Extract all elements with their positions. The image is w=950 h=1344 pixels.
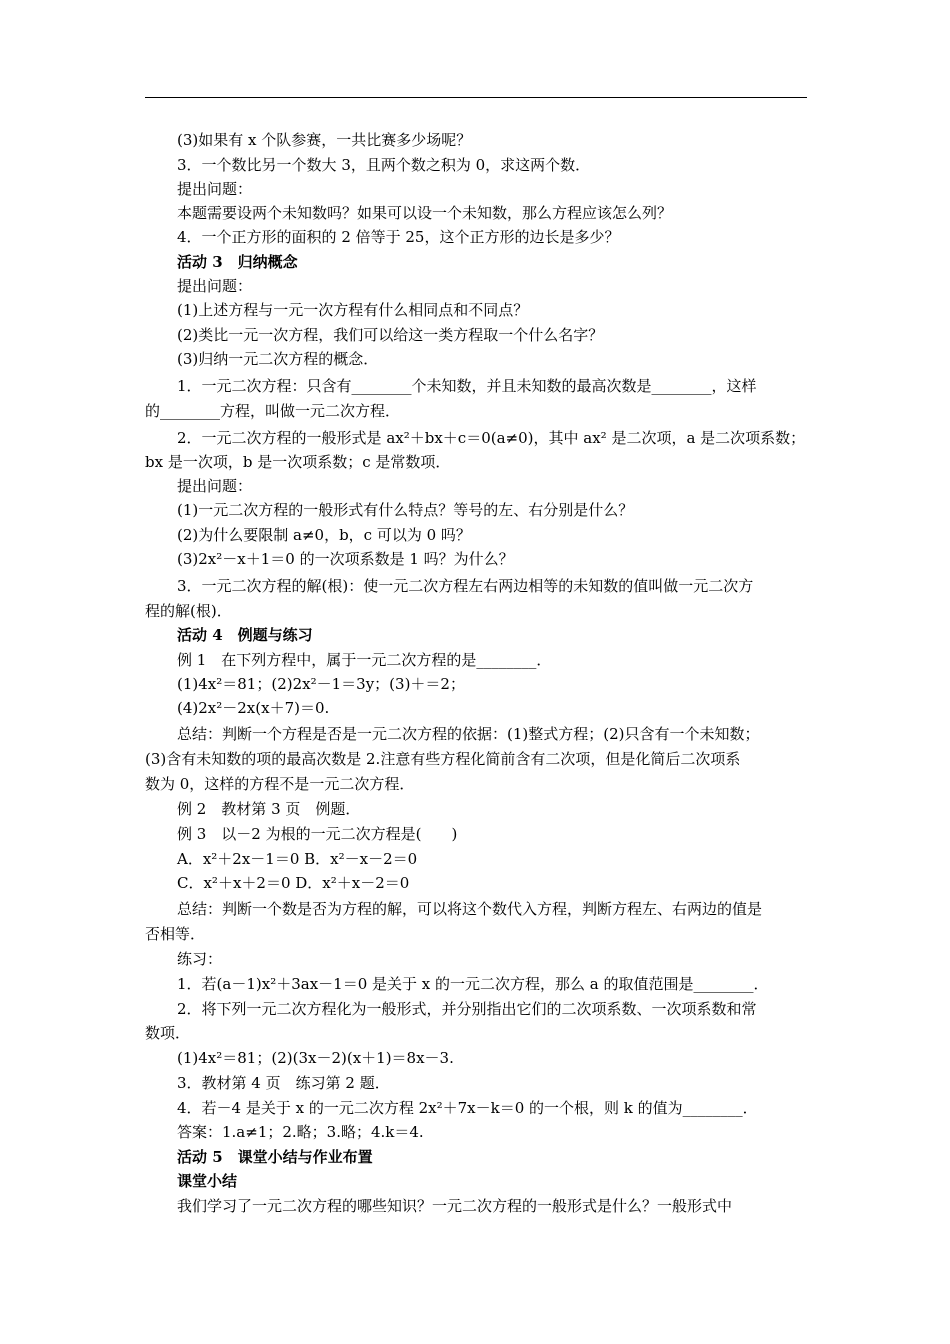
text-line: 1．一元二次方程：只含有________个未知数，并且未知数的最高次数是________，这样 [177,377,757,395]
text-line: 否相等． [145,925,206,943]
subsection-heading: 课堂小结 [177,1172,238,1190]
text-line: 答案：1.a≠1；2.略；3.略；4.k＝4. [177,1123,424,1141]
text-line: (1)上述方程与一元一次方程有什么相同点和不同点？ [177,301,529,319]
section-heading: 活动 3 归纳概念 [177,253,298,271]
text-line: 提出问题： [177,477,253,495]
text-line: (3)2x²－x＋1＝0 的一次项系数是 1 吗？为什么？ [177,550,514,568]
text-line: 本题需要设两个未知数吗？如果可以设一个未知数，那么方程应该怎么列？ [177,204,673,222]
text-line: 提出问题： [177,277,253,295]
text-line: 3．一个数比另一个数大 3，且两个数之积为 0，求这两个数． [177,156,591,174]
text-line: 4．一个正方形的面积的 2 倍等于 25，这个正方形的边长是多少？ [177,228,620,246]
text-line: 4．若－4 是关于 x 的一元二次方程 2x²＋7x－k＝0 的一个根，则 k 的值为________． [177,1099,758,1117]
text-line: (4)2x²－2x(x＋7)＝0. [177,699,330,717]
text-line: A．x²＋2x－1＝0 B．x²－x－2＝0 [177,850,418,868]
text-line: 提出问题： [177,180,253,198]
section-heading: 活动 4 例题与练习 [177,626,313,644]
section-heading: 活动 5 课堂小结与作业布置 [177,1148,373,1166]
text-line: (3)如果有 x 个队参赛，一共比赛多少场呢？ [177,131,472,149]
text-line: (3)归纳一元二次方程的概念． [177,350,379,368]
text-line: 例 1 在下列方程中，属于一元二次方程的是________． [177,651,552,669]
header-rule [145,97,807,98]
text-line: 数为 0，这样的方程不是一元二次方程． [145,775,415,793]
text-line: 2．一元二次方程的一般形式是 ax²＋bx＋c＝0(a≠0)，其中 ax² 是二次项，a 是二次项系数； [177,429,806,447]
text-line: 总结：判断一个方程是否是一元二次方程的依据：(1)整式方程；(2)只含有一个未知数； [177,725,760,743]
text-line: 3．教材第 4 页 练习第 2 题． [177,1074,390,1092]
text-line: 我们学习了一元二次方程的哪些知识？一元二次方程的一般形式是什么？一般形式中 [177,1197,733,1215]
text-line: 例 2 教材第 3 页 例题． [177,800,361,818]
text-line: 数项． [145,1024,191,1042]
text-line: bx 是一次项，b 是一次项系数；c 是常数项． [145,453,451,471]
text-line: 的________方程，叫做一元二次方程． [145,402,401,420]
text-line: (2)为什么要限制 a≠0，b，c 可以为 0 吗？ [177,526,471,544]
text-line: (2)类比一元一次方程，我们可以给这一类方程取一个什么名字？ [177,326,604,344]
text-line: C．x²＋x＋2＝0 D．x²＋x－2＝0 [177,874,410,892]
text-line: 2．将下列一元二次方程化为一般形式，并分别指出它们的二次项系数、一次项系数和常 [177,1000,757,1018]
text-line: 程的解(根)． [145,602,232,620]
text-line: 练习： [177,950,223,968]
text-line: 例 3 以－2 为根的一元二次方程是( ) [177,825,458,843]
text-line: (1)4x²＝81；(2)2x²－1＝3y；(3)＋＝2； [177,675,465,693]
text-line: 3．一元二次方程的解(根)：使一元二次方程左右两边相等的未知数的值叫做一元二次方 [177,577,754,595]
text-line: 总结：判断一个数是否为方程的解，可以将这个数代入方程，判断方程左、右两边的值是 [177,900,763,918]
text-line: (3)含有未知数的项的最高次数是 2.注意有些方程化简前含有二次项，但是化简后二次项系 [145,750,741,768]
text-line: (1)一元二次方程的一般形式有什么特点？等号的左、右分别是什么？ [177,501,634,519]
text-line: (1)4x²＝81；(2)(3x－2)(x＋1)＝8x－3. [177,1049,454,1067]
text-line: 1．若(a－1)x²＋3ax－1＝0 是关于 x 的一元二次方程，那么 a 的取值范围是________． [177,975,769,993]
